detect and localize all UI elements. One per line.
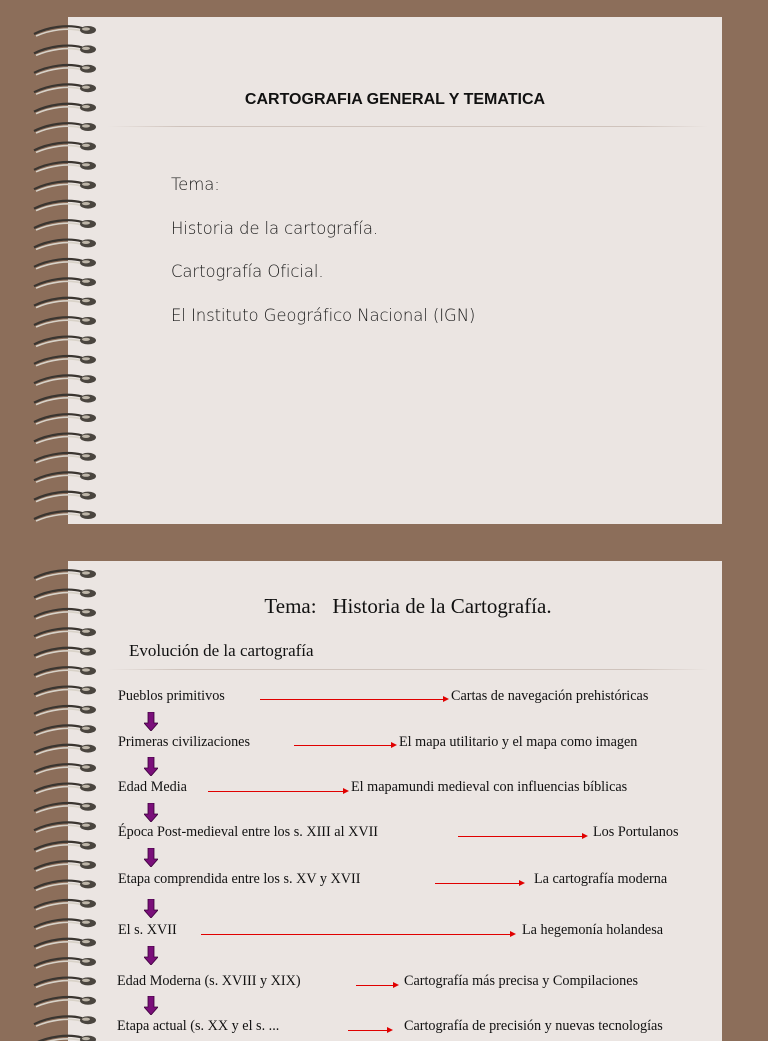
- binding-ring: [34, 764, 96, 774]
- map-type-label: La cartografía moderna: [534, 871, 668, 887]
- binding-ring: [34, 492, 96, 502]
- binding-ring: [34, 1036, 96, 1041]
- map-type-label: Cartas de navegación prehistóricas: [451, 688, 649, 704]
- binding-ring: [34, 395, 96, 405]
- subtitle-divider: [108, 669, 708, 670]
- binding-ring: [34, 939, 96, 949]
- binding-ring: [34, 900, 96, 910]
- binding-ring: [34, 725, 96, 735]
- binding-ring: [34, 142, 96, 152]
- slide-1: [68, 17, 722, 524]
- red-arrow-head: [443, 696, 449, 702]
- binding-ring: [34, 123, 96, 133]
- red-arrow-line: [348, 1030, 388, 1031]
- red-arrow-head: [343, 788, 349, 794]
- slide-2: [68, 561, 722, 1041]
- binding-ring: [34, 259, 96, 269]
- slide-2-title: Tema: Historia de la Cartografía.: [264, 594, 552, 618]
- red-arrow-head: [393, 982, 399, 988]
- binding-ring: [34, 414, 96, 424]
- binding-ring: [34, 919, 96, 929]
- map-type-label: Los Portulanos: [593, 824, 679, 840]
- binding-ring: [34, 997, 96, 1007]
- binding-ring: [34, 511, 96, 521]
- slide-1-title: CARTOGRAFIA GENERAL Y TEMATICA: [244, 91, 546, 108]
- binding-ring: [34, 958, 96, 968]
- binding-ring: [34, 783, 96, 793]
- down-arrow-icon: [144, 848, 158, 867]
- era-label: Etapa comprendida entre los s. XV y XVII: [118, 871, 361, 887]
- down-arrow-icon: [144, 757, 158, 776]
- era-label: Etapa actual (s. XX y el s. ...: [117, 1018, 280, 1034]
- era-label: El s. XVII: [118, 922, 177, 938]
- map-type-label: El mapa utilitario y el mapa como imagen: [399, 734, 638, 750]
- map-type-label: Cartografía más precisa y Compilaciones: [404, 973, 639, 989]
- red-arrow-head: [387, 1027, 393, 1033]
- binding-ring: [34, 822, 96, 832]
- binding-ring: [34, 162, 96, 172]
- binding-ring: [34, 880, 96, 890]
- binding-ring: [34, 278, 96, 288]
- down-arrow-icon: [144, 712, 158, 731]
- era-label: Edad Media: [118, 779, 187, 795]
- binding-ring: [34, 298, 96, 308]
- down-arrow-icon: [144, 803, 158, 822]
- red-arrow-line: [458, 836, 583, 837]
- map-type-label: La hegemonía holandesa: [522, 922, 664, 938]
- topic-ign: El Instituto Geográfico Nacional (IGN): [171, 306, 476, 325]
- topic-official: Cartografía Oficial.: [171, 262, 324, 281]
- down-arrow-icon: [144, 996, 158, 1015]
- red-arrow-line: [201, 934, 511, 935]
- binding-ring: [34, 1016, 96, 1026]
- map-type-label: Cartografía de precisión y nuevas tecnologías: [404, 1018, 663, 1034]
- era-label: Edad Moderna (s. XVIII y XIX): [117, 973, 301, 989]
- map-type-label: El mapamundi medieval con influencias bíblicas: [351, 779, 628, 795]
- binding-ring: [34, 570, 96, 580]
- binding-ring: [34, 356, 96, 366]
- red-arrow-head: [519, 880, 525, 886]
- binding-ring: [34, 26, 96, 36]
- down-arrow-icon: [144, 899, 158, 918]
- binding-ring: [34, 648, 96, 658]
- binding-ring: [34, 65, 96, 75]
- binding-ring: [34, 45, 96, 55]
- era-label: Primeras civilizaciones: [118, 734, 250, 750]
- binding-ring: [34, 181, 96, 191]
- binding-ring: [34, 336, 96, 346]
- binding-ring: [34, 628, 96, 638]
- red-arrow-head: [582, 833, 588, 839]
- red-arrow-head: [510, 931, 516, 937]
- red-arrow-line: [260, 699, 444, 700]
- red-arrow-line: [356, 985, 394, 986]
- binding-ring: [34, 220, 96, 230]
- red-arrow-line: [208, 791, 344, 792]
- binding-ring: [34, 842, 96, 852]
- slide-2-subtitle: Evolución de la cartografía: [129, 641, 314, 660]
- binding-ring: [34, 453, 96, 463]
- era-label: Pueblos primitivos: [118, 688, 225, 704]
- binding-ring: [34, 472, 96, 482]
- binding-ring: [34, 375, 96, 385]
- title-divider: [108, 126, 708, 127]
- binding-ring: [34, 803, 96, 813]
- binding-ring: [34, 317, 96, 327]
- binding-ring: [34, 706, 96, 716]
- binding-ring: [34, 667, 96, 677]
- topic-label: Tema:: [171, 175, 220, 194]
- binding-ring: [34, 861, 96, 871]
- down-arrow-icon: [144, 946, 158, 965]
- binding-ring: [34, 977, 96, 987]
- topic-history: Historia de la cartografía.: [171, 219, 379, 238]
- red-arrow-head: [391, 742, 397, 748]
- binding-ring: [34, 433, 96, 443]
- red-arrow-line: [435, 883, 520, 884]
- red-arrow-line: [294, 745, 392, 746]
- spiral-binding: [68, 561, 178, 1041]
- era-label: Época Post-medieval entre los s. XIII al XVII: [118, 824, 379, 840]
- binding-ring: [34, 686, 96, 696]
- binding-ring: [34, 201, 96, 211]
- binding-ring: [34, 239, 96, 249]
- binding-ring: [34, 745, 96, 755]
